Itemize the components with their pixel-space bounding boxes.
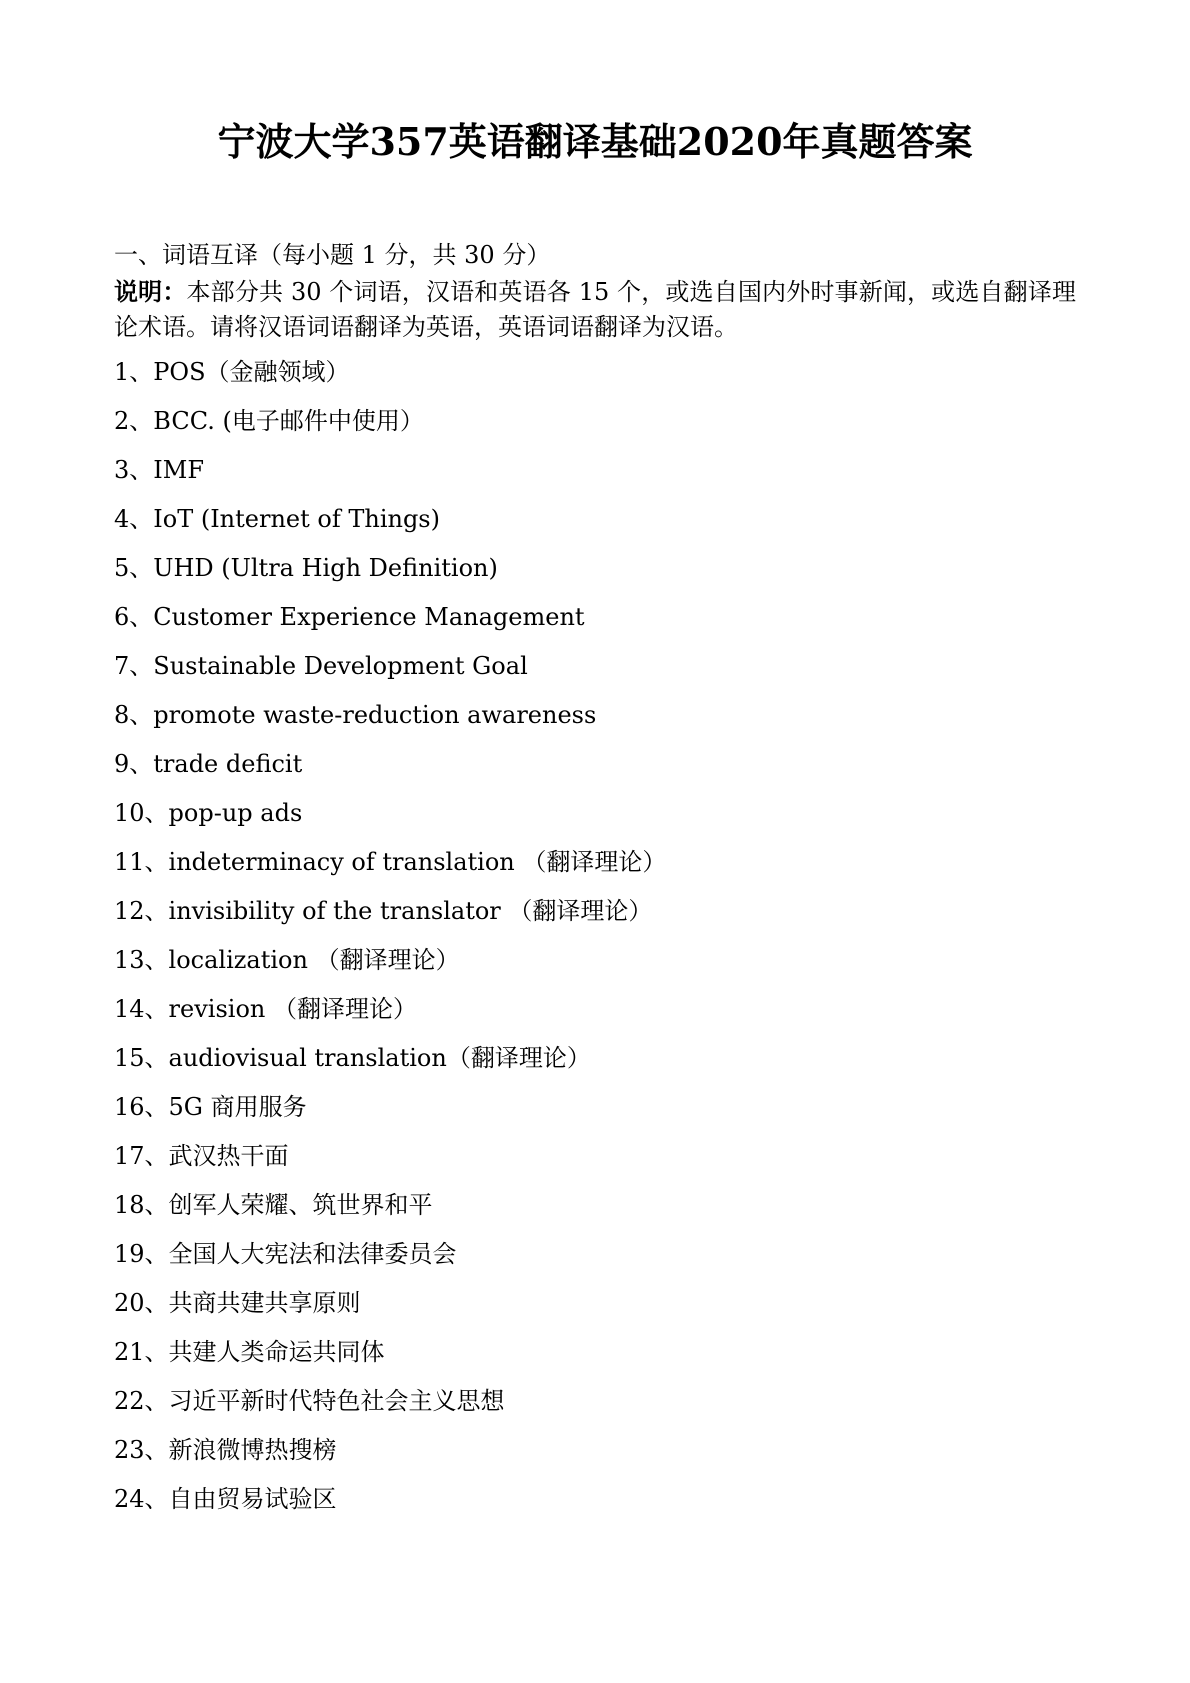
instructions-text: 本部分共 30 个词语，汉语和英语各 15 个，或选自国内外时事新闻，或选自翻译理论术语。请将汉语词语翻译为英语，英语词语翻译为汉语。 <box>114 278 1077 341</box>
term-item: 11、indeterminacy of translation （翻译理论） <box>114 848 667 876</box>
term-item: 14、revision （翻译理论） <box>114 995 417 1023</box>
term-item: 13、localization （翻译理论） <box>114 946 460 974</box>
term-item: 6、Customer Experience Management <box>114 603 585 631</box>
term-item: 1、POS（金融领域） <box>114 358 350 386</box>
term-item: 8、promote waste-reduction awareness <box>114 701 597 729</box>
term-item: 16、5G 商用服务 <box>114 1093 307 1121</box>
term-item: 9、trade deficit <box>114 750 303 778</box>
term-item: 21、共建人类命运共同体 <box>114 1338 385 1366</box>
document-title: 宁波大学357英语翻译基础2020年真题答案 <box>217 119 973 164</box>
term-item: 7、Sustainable Development Goal <box>114 652 528 680</box>
term-item: 3、IMF <box>114 456 204 484</box>
instructions-paragraph <box>114 274 1076 345</box>
instructions-label: 说明： <box>114 277 187 306</box>
term-item: 23、新浪微博热搜榜 <box>114 1436 337 1464</box>
term-item: 5、UHD (Ultra High Definition) <box>114 554 498 582</box>
term-item: 18、创军人荣耀、筑世界和平 <box>114 1191 433 1219</box>
term-item: 2、BCC. (电子邮件中使用） <box>114 407 424 435</box>
term-item: 19、全国人大宪法和法律委员会 <box>114 1240 457 1268</box>
term-item: 10、pop-up ads <box>114 799 303 827</box>
term-item: 20、共商共建共享原则 <box>114 1289 361 1317</box>
term-item: 4、IoT (Internet of Things) <box>114 505 440 533</box>
term-item: 17、武汉热干面 <box>114 1142 289 1170</box>
term-item: 12、invisibility of the translator （翻译理论） <box>114 897 653 925</box>
term-item: 22、习近平新时代特色社会主义思想 <box>114 1387 505 1415</box>
section-heading: 一、词语互译（每小题 1 分，共 30 分） <box>114 241 551 269</box>
term-list <box>114 357 1074 1533</box>
term-item: 24、自由贸易试验区 <box>114 1485 337 1513</box>
term-item: 15、audiovisual translation（翻译理论） <box>114 1044 591 1072</box>
